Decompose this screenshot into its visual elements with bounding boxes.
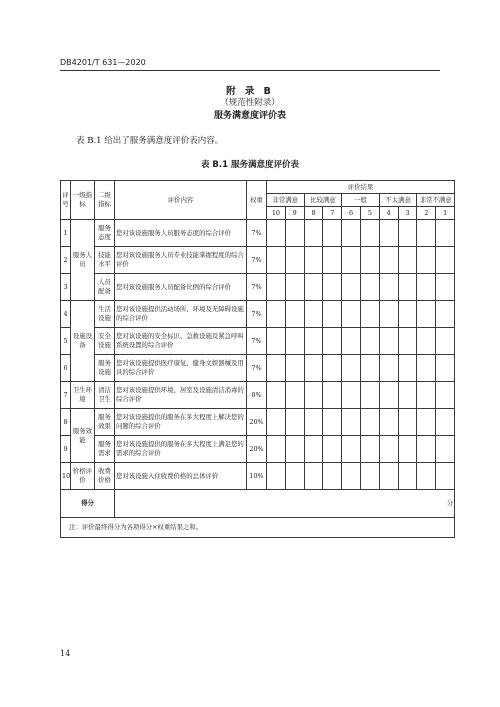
- weight-cell: 7%: [247, 301, 267, 328]
- score-cell[interactable]: [379, 436, 398, 463]
- score-cell[interactable]: [360, 274, 379, 301]
- header-level2: 二级指标: [95, 181, 115, 220]
- weight-cell: 20%: [247, 409, 267, 436]
- score-cell[interactable]: [436, 328, 455, 355]
- score-cell[interactable]: [342, 274, 361, 301]
- score-cell[interactable]: [285, 220, 304, 247]
- score-cell[interactable]: [398, 247, 417, 274]
- score-cell[interactable]: [379, 220, 398, 247]
- score-cell[interactable]: [267, 436, 286, 463]
- document-code: DB4201/T 631—2020: [60, 58, 146, 67]
- row-number: 5: [61, 328, 71, 355]
- score-cell[interactable]: [379, 355, 398, 382]
- score-cell[interactable]: [267, 409, 286, 436]
- score-cell[interactable]: [360, 328, 379, 355]
- score-cell[interactable]: [267, 301, 286, 328]
- score-cell[interactable]: [398, 436, 417, 463]
- level2-cell: 生活设施: [95, 301, 115, 328]
- row-number: 2: [61, 247, 71, 274]
- score-cell[interactable]: [417, 274, 436, 301]
- score-cell[interactable]: [379, 382, 398, 409]
- score-cell[interactable]: [323, 436, 342, 463]
- score-cell[interactable]: [323, 328, 342, 355]
- score-cell[interactable]: [267, 220, 286, 247]
- table-row: [61, 301, 455, 328]
- weight-cell: 8%: [247, 382, 267, 409]
- content-cell: 您对该设施提供活动场所、环境及无障碍设施的综合评价: [115, 301, 247, 328]
- weight-cell: 10%: [247, 463, 267, 490]
- level2-cell: 服务态度: [95, 220, 115, 247]
- score-cell[interactable]: [379, 328, 398, 355]
- score-cell[interactable]: [436, 409, 455, 436]
- score-cell[interactable]: [398, 274, 417, 301]
- score-cell[interactable]: [342, 409, 361, 436]
- table-row: [61, 274, 455, 301]
- score-cell[interactable]: [342, 247, 361, 274]
- score-cell[interactable]: [304, 301, 323, 328]
- score-cell[interactable]: [267, 355, 286, 382]
- score-cell[interactable]: [398, 463, 417, 490]
- header-content: 评价内容: [115, 181, 247, 220]
- table-row: [61, 463, 455, 490]
- evaluation-table: [60, 180, 455, 538]
- score-cell[interactable]: [360, 436, 379, 463]
- appendix-title: 附 录 B: [226, 86, 274, 97]
- score-cell[interactable]: [436, 247, 455, 274]
- score-cell[interactable]: [342, 436, 361, 463]
- level2-cell: 清洁卫生: [95, 382, 115, 409]
- score-cell[interactable]: [398, 220, 417, 247]
- score-cell[interactable]: [323, 463, 342, 490]
- score-cell[interactable]: [360, 247, 379, 274]
- score-cell[interactable]: [267, 463, 286, 490]
- row-number: 3: [61, 274, 71, 301]
- grade-very-satisfied: 非常满意: [267, 194, 305, 207]
- weight-cell: 7%: [247, 355, 267, 382]
- score-cell[interactable]: [379, 301, 398, 328]
- table-note: 注：评价最终得分为各项得分×权重结果之和。: [61, 518, 455, 538]
- score-1: 1: [436, 207, 455, 220]
- grade-dissatisfied: 不太满意: [379, 194, 417, 207]
- level2-cell: 服务需求: [95, 436, 115, 463]
- content-cell: 您对该设施服务人员专业技能掌握程度的综合评价: [115, 247, 247, 274]
- score-cell[interactable]: [436, 220, 455, 247]
- score-cell[interactable]: [417, 328, 436, 355]
- score-cell[interactable]: [436, 274, 455, 301]
- score-cell[interactable]: [417, 409, 436, 436]
- table-title: 表 B.1 服务满意度评价表: [200, 160, 300, 170]
- score-10: 10: [267, 207, 286, 220]
- score-cell[interactable]: [436, 355, 455, 382]
- score-cell[interactable]: [436, 463, 455, 490]
- score-cell[interactable]: [398, 355, 417, 382]
- level1-cell: 设施设备: [71, 301, 95, 382]
- score-cell[interactable]: [304, 220, 323, 247]
- score-cell[interactable]: [436, 436, 455, 463]
- weight-cell: 7%: [247, 220, 267, 247]
- content-cell: 您对该设施服务人员配备比例的综合评价: [115, 274, 247, 301]
- score-cell[interactable]: [304, 463, 323, 490]
- score-cell[interactable]: [323, 220, 342, 247]
- table-row: [61, 382, 455, 409]
- score-cell[interactable]: [323, 409, 342, 436]
- score-cell[interactable]: [285, 463, 304, 490]
- score-cell[interactable]: [342, 463, 361, 490]
- header-rule: [60, 70, 440, 71]
- score-cell[interactable]: [417, 355, 436, 382]
- score-cell[interactable]: [398, 409, 417, 436]
- score-cell[interactable]: [417, 247, 436, 274]
- score-cell[interactable]: [285, 409, 304, 436]
- score-cell[interactable]: [360, 301, 379, 328]
- score-cell[interactable]: [360, 355, 379, 382]
- score-7: 7: [323, 207, 342, 220]
- grade-very-dissatisfied: 非常不满意: [417, 194, 455, 207]
- score-cell[interactable]: [398, 382, 417, 409]
- score-cell[interactable]: [285, 355, 304, 382]
- score-cell[interactable]: [323, 247, 342, 274]
- score-cell[interactable]: [323, 355, 342, 382]
- score-cell[interactable]: [379, 463, 398, 490]
- level2-cell: 收费价格: [95, 463, 115, 490]
- row-number: 6: [61, 355, 71, 382]
- score-cell[interactable]: [285, 328, 304, 355]
- score-cell[interactable]: [342, 301, 361, 328]
- level1-cell: 服务效能: [71, 409, 95, 463]
- score-cell[interactable]: [398, 301, 417, 328]
- score-cell[interactable]: [360, 463, 379, 490]
- score-cell[interactable]: [285, 247, 304, 274]
- weight-cell: 7%: [247, 247, 267, 274]
- score-cell[interactable]: [304, 436, 323, 463]
- score-cell[interactable]: [304, 355, 323, 382]
- weight-cell: 7%: [247, 274, 267, 301]
- grade-neutral: 一般: [342, 194, 380, 207]
- score-cell[interactable]: [379, 274, 398, 301]
- score-3: 3: [398, 207, 417, 220]
- appendix-name: 服务满意度评价表: [213, 111, 286, 121]
- level1-cell: 卫生环境: [71, 382, 95, 409]
- total-score-row: [61, 490, 455, 518]
- table-row: [61, 355, 455, 382]
- score-cell[interactable]: [417, 382, 436, 409]
- level1-cell: 价格评价: [71, 463, 95, 490]
- score-cell[interactable]: [267, 247, 286, 274]
- row-number: 9: [61, 436, 71, 463]
- score-4: 4: [379, 207, 398, 220]
- score-cell[interactable]: [267, 274, 286, 301]
- score-cell[interactable]: [267, 382, 286, 409]
- row-number: 4: [61, 301, 71, 328]
- score-9: 9: [285, 207, 304, 220]
- score-cell[interactable]: [323, 382, 342, 409]
- note-row: [61, 518, 455, 538]
- page-number: 14: [60, 649, 71, 658]
- table-row: [61, 436, 455, 463]
- score-cell[interactable]: [304, 328, 323, 355]
- header-result: 评价结果: [267, 181, 455, 194]
- row-number: 10: [61, 463, 71, 490]
- total-score-label: 得分: [61, 490, 115, 518]
- score-cell[interactable]: [285, 436, 304, 463]
- intro-paragraph: 表 B.1 给出了服务满意度评价表内容。: [76, 136, 224, 146]
- content-cell: 您对该设施提供环境、居室及设施清洁消毒的综合评价: [115, 382, 247, 409]
- content-cell: 您对该设施提供的服务在多大程度上满足您的需求的综合评价: [115, 436, 247, 463]
- score-cell[interactable]: [323, 274, 342, 301]
- score-cell[interactable]: [417, 463, 436, 490]
- header-level1: 一级指标: [71, 181, 95, 220]
- score-cell[interactable]: [342, 382, 361, 409]
- grade-fairly-satisfied: 比较满意: [304, 194, 342, 207]
- weight-cell: 7%: [247, 328, 267, 355]
- score-6: 6: [342, 207, 361, 220]
- score-cell[interactable]: [342, 355, 361, 382]
- row-number: 8: [61, 409, 71, 436]
- score-cell[interactable]: [267, 328, 286, 355]
- level2-cell: 服务设施: [95, 355, 115, 382]
- score-cell[interactable]: [323, 301, 342, 328]
- score-cell[interactable]: [304, 409, 323, 436]
- score-cell[interactable]: [436, 301, 455, 328]
- score-cell[interactable]: [285, 382, 304, 409]
- score-cell[interactable]: [360, 409, 379, 436]
- level2-cell: 安全设施: [95, 328, 115, 355]
- level2-cell: 技能水平: [95, 247, 115, 274]
- content-cell: 您对该设施入住收费价格的总体评价: [115, 463, 247, 490]
- table-row: [61, 409, 455, 436]
- score-2: 2: [417, 207, 436, 220]
- score-5: 5: [360, 207, 379, 220]
- total-score-unit[interactable]: 分: [115, 490, 455, 518]
- score-cell[interactable]: [285, 301, 304, 328]
- content-cell: 您对该设施的安全标识、急救设施及紧急呼叫系统设置的综合评价: [115, 328, 247, 355]
- score-cell[interactable]: [304, 247, 323, 274]
- content-cell: 您对该设施提供的服务在多大程度上解决您的问题的综合评价: [115, 409, 247, 436]
- weight-cell: 20%: [247, 436, 267, 463]
- table-row: [61, 220, 455, 247]
- content-cell: 您对该设施服务人员服务态度的综合评价: [115, 220, 247, 247]
- row-number: 7: [61, 382, 71, 409]
- score-cell[interactable]: [342, 328, 361, 355]
- level2-cell: 服务效果: [95, 409, 115, 436]
- table-row: [61, 247, 455, 274]
- score-cell[interactable]: [417, 220, 436, 247]
- level2-cell: 人员配备: [95, 274, 115, 301]
- appendix-type: （规范性附录）: [220, 98, 280, 108]
- score-8: 8: [304, 207, 323, 220]
- table-row: [61, 328, 455, 355]
- score-cell[interactable]: [342, 220, 361, 247]
- score-cell[interactable]: [417, 436, 436, 463]
- score-cell[interactable]: [285, 274, 304, 301]
- score-cell[interactable]: [304, 274, 323, 301]
- score-cell[interactable]: [304, 382, 323, 409]
- score-cell[interactable]: [360, 220, 379, 247]
- row-number: 1: [61, 220, 71, 247]
- header-seq: 评号: [61, 181, 71, 220]
- score-cell[interactable]: [417, 301, 436, 328]
- score-cell[interactable]: [436, 382, 455, 409]
- header-weight: 权重: [247, 181, 267, 220]
- score-cell[interactable]: [379, 409, 398, 436]
- score-cell[interactable]: [398, 328, 417, 355]
- score-cell[interactable]: [360, 382, 379, 409]
- score-cell[interactable]: [379, 247, 398, 274]
- level1-cell: 服务人员: [71, 220, 95, 301]
- header-row-1: [61, 181, 455, 194]
- content-cell: 您对该设施提供医疗康复、健身文娱器械及用具的综合评价: [115, 355, 247, 382]
